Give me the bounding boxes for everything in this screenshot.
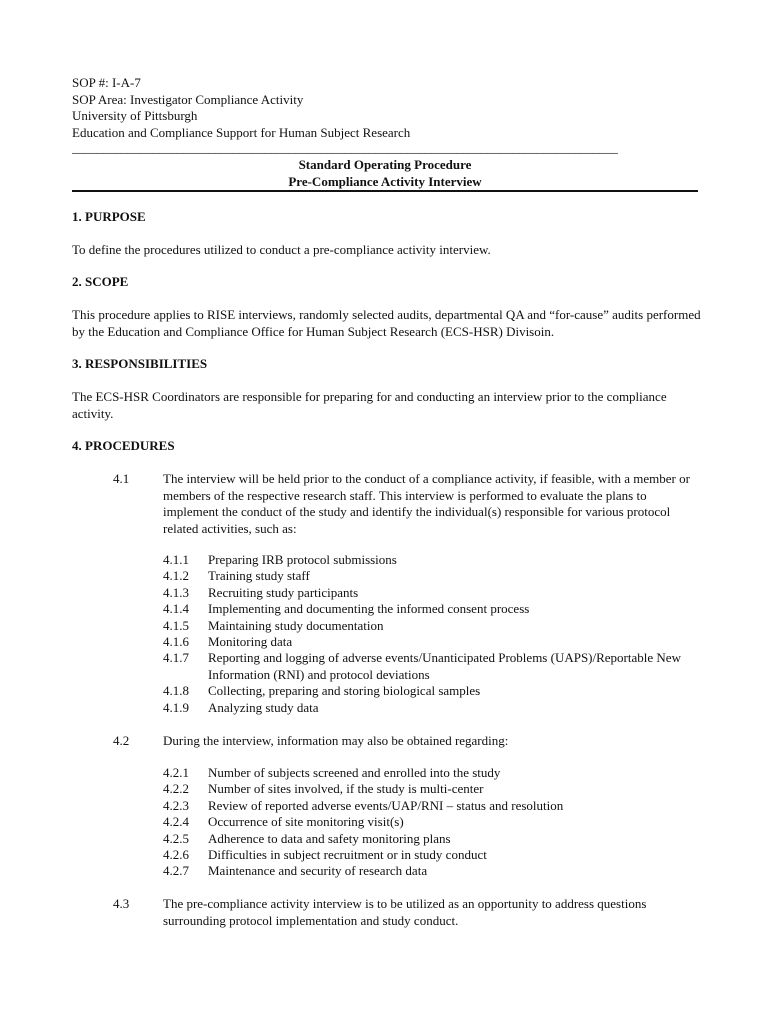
title-divider <box>72 190 698 192</box>
list-item <box>163 814 703 830</box>
procedure-number: 4.2 <box>113 733 130 748</box>
list-item-number: 4.2.5 <box>163 830 189 846</box>
list-item <box>163 618 703 634</box>
list-item-text: Maintaining study documentation <box>208 617 384 633</box>
sublist-4-1 <box>163 552 703 716</box>
list-item <box>163 798 703 814</box>
responsibilities-heading: 3. RESPONSIBILITIES <box>72 356 208 371</box>
list-item <box>163 847 703 863</box>
procedures-heading: 4. PROCEDURES <box>72 438 175 453</box>
list-item <box>163 650 703 683</box>
list-item <box>163 568 703 584</box>
list-item <box>163 552 703 568</box>
list-item-number: 4.1.8 <box>163 683 189 699</box>
responsibilities-text: The ECS-HSR Coordinators are responsible for preparing for and conducting an interview prior to the compliance activity. <box>72 389 667 421</box>
sop-number: SOP #: I-A-7 <box>72 75 141 90</box>
document-header <box>72 75 410 141</box>
list-item-text: Analyzing study data <box>208 699 319 715</box>
list-item-text: Collecting, preparing and storing biological samples <box>208 683 481 699</box>
list-item-number: 4.1.9 <box>163 699 189 715</box>
list-item <box>163 863 703 879</box>
list-item-number: 4.1.7 <box>163 650 189 666</box>
sop-area: SOP Area: Investigator Compliance Activity <box>72 91 304 107</box>
list-item-number: 4.1.5 <box>163 617 189 633</box>
sublist-4-2 <box>163 765 703 880</box>
document-title <box>72 156 698 190</box>
list-item <box>163 831 703 847</box>
list-item <box>163 700 703 716</box>
list-item-number: 4.2.2 <box>163 781 189 797</box>
list-item-text: Number of sites involved, if the study is multi-center <box>208 781 484 797</box>
title-line-2: Pre-Compliance Activity Interview <box>288 174 482 189</box>
list-item-number: 4.1.6 <box>163 633 189 649</box>
list-item-text: Maintenance and security of research data <box>208 863 428 879</box>
procedure-text: During the interview, information may also be obtained regarding: <box>163 733 509 748</box>
university-name: University of Pittsburgh <box>72 108 198 123</box>
list-item-number: 4.2.3 <box>163 797 189 813</box>
list-item <box>163 585 703 601</box>
list-item-text: Implementing and documenting the informed consent process <box>208 601 530 617</box>
list-item-text: Preparing IRB protocol submissions <box>208 552 397 567</box>
list-item-number: 4.1.3 <box>163 584 189 600</box>
office-name: Education and Compliance Support for Human Subject Research <box>72 124 411 140</box>
list-item-text: Training study staff <box>208 568 310 584</box>
procedure-number: 4.3 <box>113 896 130 911</box>
list-item-number: 4.2.4 <box>163 814 189 830</box>
procedure-text: The interview will be held prior to the conduct of a compliance activity, if feasible, with a member or members of the respective research staff. This interview is performed to evaluate the plans to implement the conduct of the study and identify the individual(s) responsible for various protocol related activities, such as: <box>163 471 690 536</box>
list-item-number: 4.1.1 <box>163 552 189 567</box>
list-item-number: 4.2.6 <box>163 846 189 862</box>
procedure-text: The pre-compliance activity interview is to be utilized as an opportunity to address questions surrounding protocol implementation and study conduct. <box>163 896 647 928</box>
list-item-text: Reporting and logging of adverse events/Unanticipated Problems (UAPS)/Reportable New Information (RNI) and protocol deviations <box>208 650 681 682</box>
list-item-number: 4.2.1 <box>163 765 189 780</box>
list-item <box>163 683 703 699</box>
list-item-text: Occurrence of site monitoring visit(s) <box>208 814 404 830</box>
scope-heading: 2. SCOPE <box>72 274 129 289</box>
list-item-text: Recruiting study participants <box>208 584 359 600</box>
purpose-text: To define the procedures utilized to conduct a pre-compliance activity interview. <box>72 242 491 257</box>
list-item-number: 4.2.7 <box>163 863 189 879</box>
list-item <box>163 781 703 797</box>
list-item <box>163 765 703 781</box>
list-item-number: 4.1.4 <box>163 601 189 617</box>
header-rule: ________________________________________________________________________________________ <box>72 140 618 155</box>
list-item <box>163 634 703 650</box>
list-item-text: Adherence to data and safety monitoring plans <box>208 830 451 846</box>
title-line-1: Standard Operating Procedure <box>298 157 472 172</box>
list-item-text: Review of reported adverse events/UAP/RNI – status and resolution <box>208 797 564 813</box>
list-item <box>163 601 703 617</box>
list-item-text: Number of subjects screened and enrolled into the study <box>208 765 501 780</box>
list-item-text: Monitoring data <box>208 633 293 649</box>
purpose-heading: 1. PURPOSE <box>72 209 146 224</box>
procedure-number: 4.1 <box>113 471 130 486</box>
list-item-text: Difficulties in subject recruitment or in study conduct <box>208 846 487 862</box>
scope-text: This procedure applies to RISE interviews, randomly selected audits, departmental QA and “for-cause” audits performed by the Education and Compliance Office for Human Subject Research (ECS-HSR) Divisoin. <box>72 307 701 339</box>
list-item-number: 4.1.2 <box>163 568 189 584</box>
